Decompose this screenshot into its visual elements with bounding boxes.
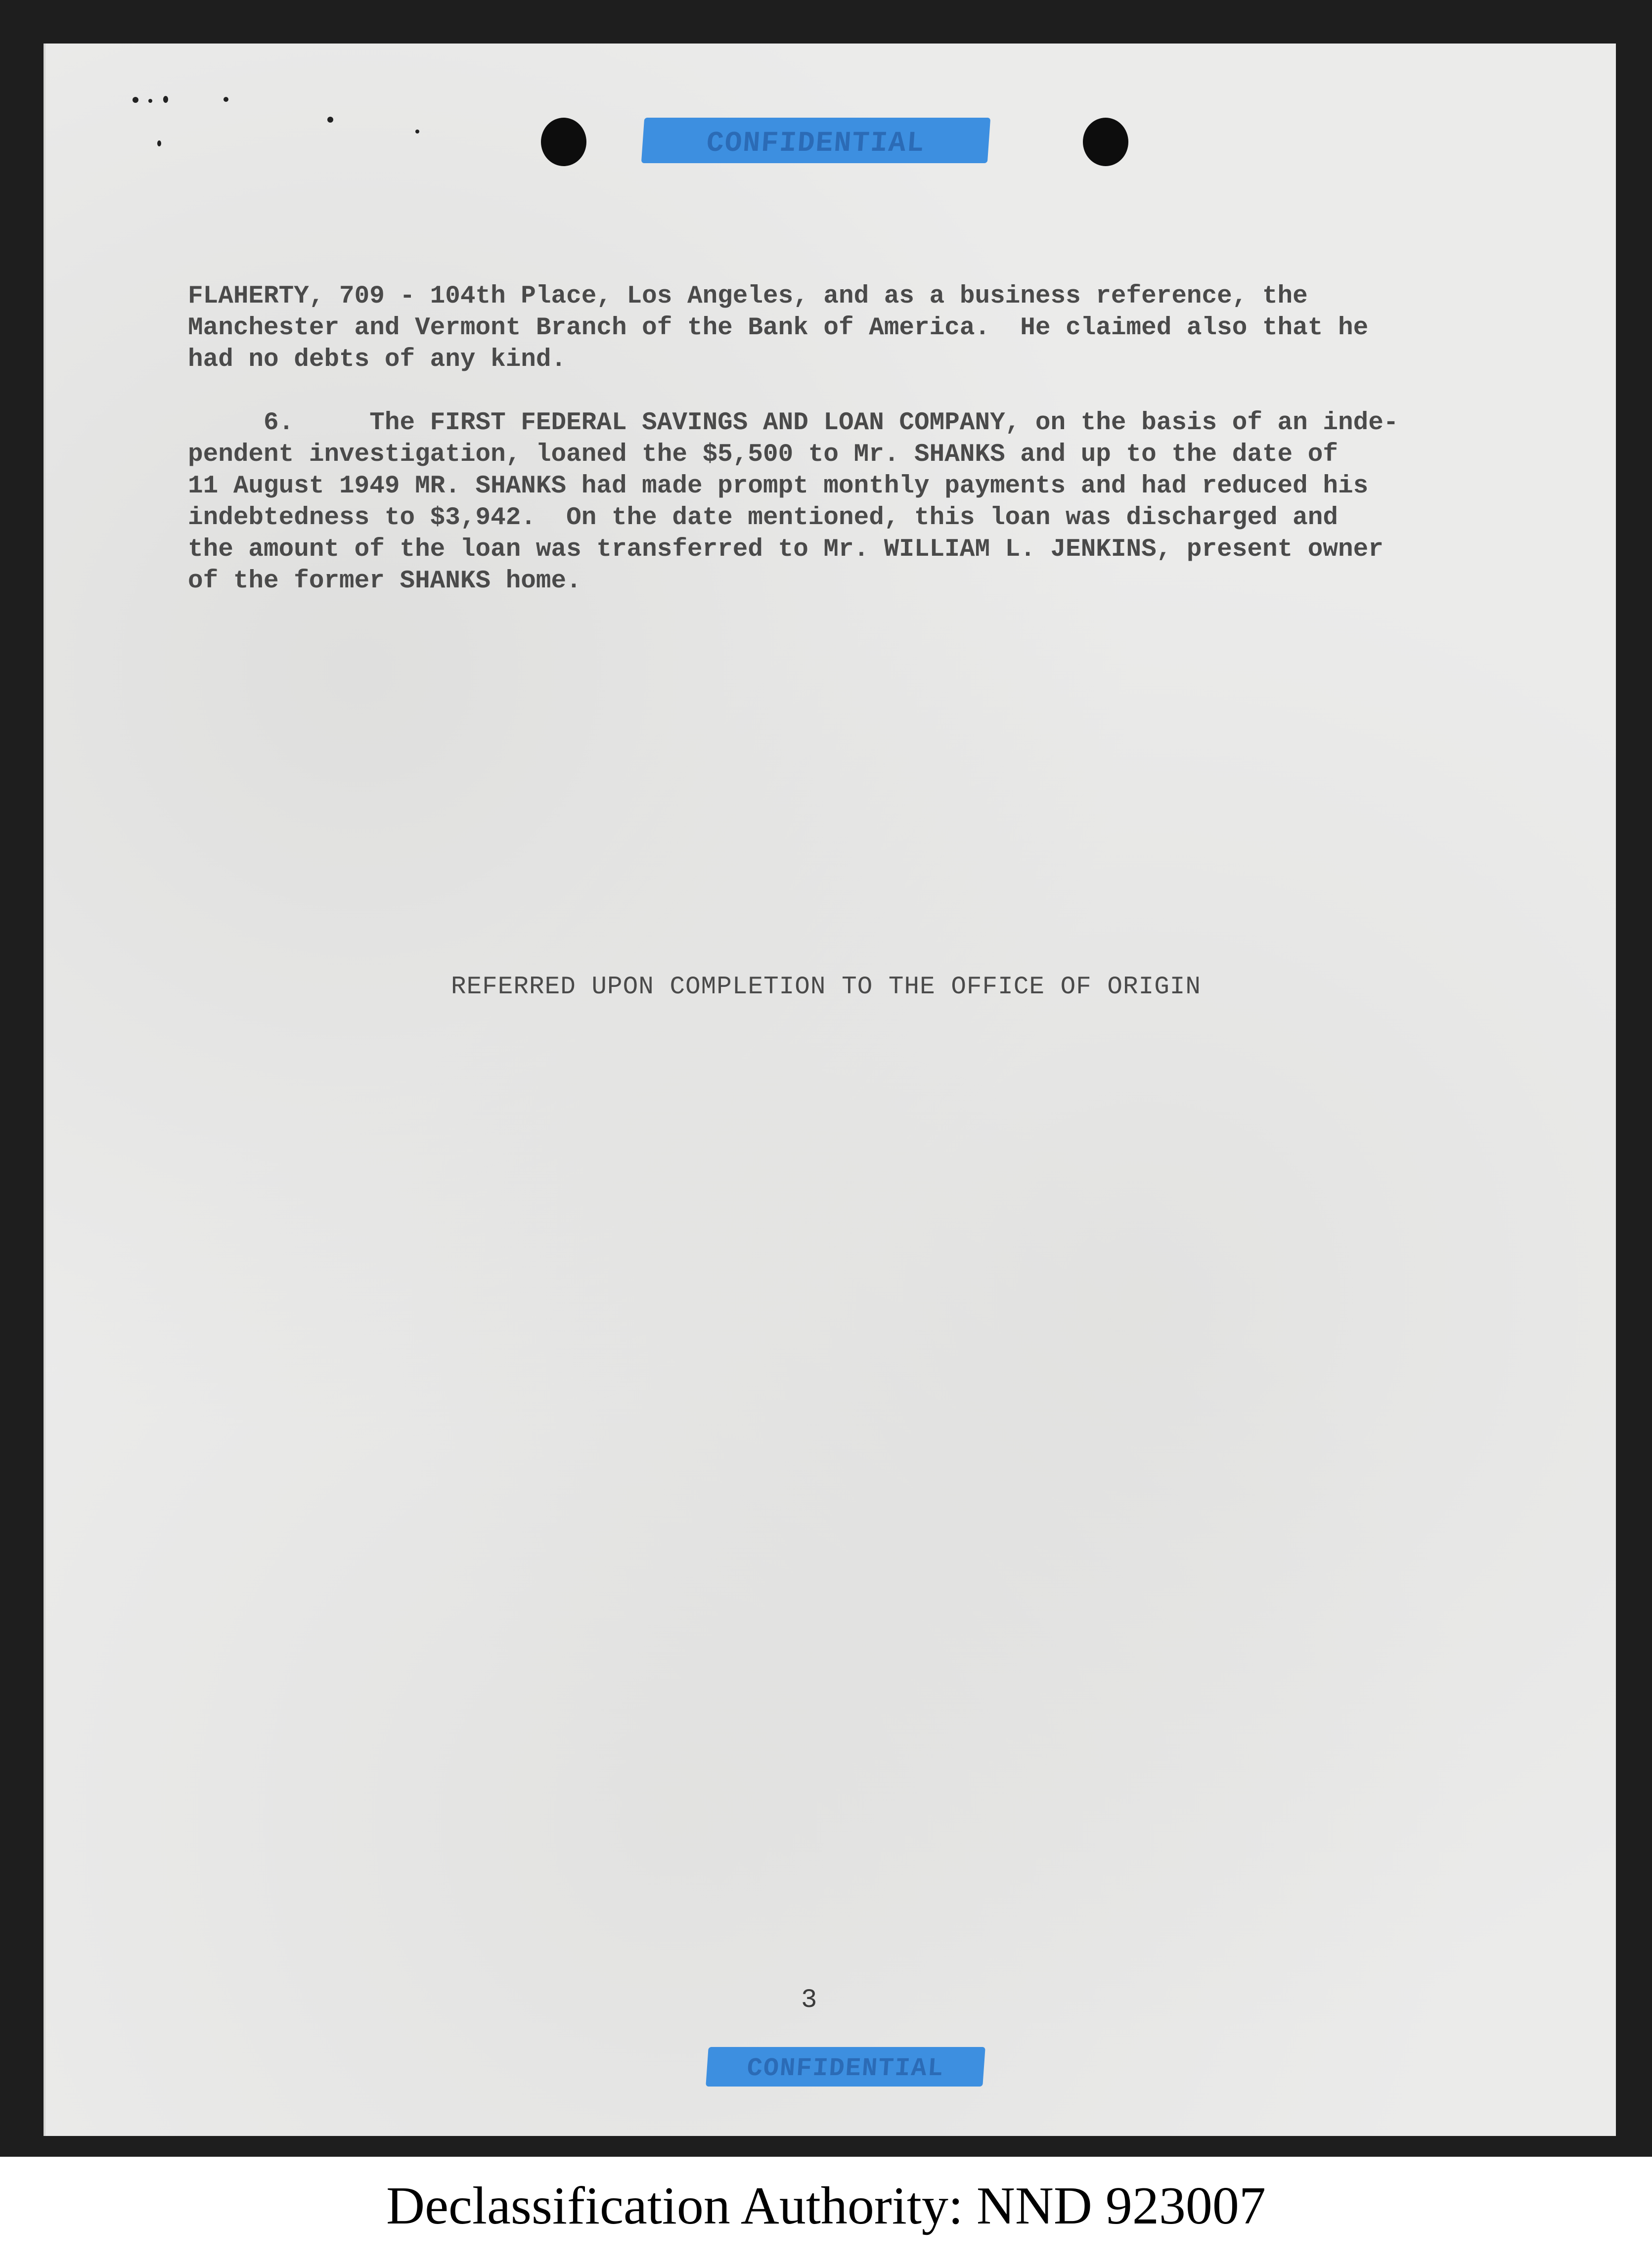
ink-speck bbox=[415, 130, 419, 133]
ink-speck bbox=[223, 97, 228, 102]
confidential-stamp-footer-text: CONFIDENTIAL bbox=[746, 2054, 945, 2083]
document-body bbox=[188, 281, 1493, 597]
body-line: FLAHERTY, 709 - 104th Place, Los Angeles, and as a business reference, the bbox=[188, 282, 1308, 311]
confidential-stamp-footer bbox=[706, 2047, 985, 2087]
punch-hole-right bbox=[1083, 118, 1128, 166]
ink-speck bbox=[148, 99, 152, 103]
ink-speck bbox=[327, 117, 333, 123]
ink-speck bbox=[133, 97, 138, 103]
body-line: Manchester and Vermont Branch of the Bank of America. He claimed also that he bbox=[188, 314, 1369, 342]
ink-speck bbox=[163, 96, 168, 103]
confidential-stamp-header-text: CONFIDENTIAL bbox=[705, 128, 926, 160]
ink-speck bbox=[157, 140, 161, 146]
punch-hole-left bbox=[541, 118, 586, 166]
body-line: pendent investigation, loaned the $5,500 to Mr. SHANKS and up to the date of bbox=[188, 441, 1338, 469]
confidential-stamp-header bbox=[641, 118, 990, 163]
body-line: had no debts of any kind. bbox=[188, 346, 567, 374]
declassification-authority: Declassification Authority: NND 923007 bbox=[386, 2177, 1266, 2235]
referral-note: REFERRED UPON COMPLETION TO THE OFFICE OF ORIGIN bbox=[450, 973, 1202, 1001]
paragraph-gap bbox=[188, 376, 1493, 407]
page-number: 3 bbox=[801, 1985, 817, 2015]
body-line: of the former SHANKS home. bbox=[188, 567, 581, 595]
body-line: 6. The FIRST FEDERAL SAVINGS AND LOAN COMPANY, on the basis of an inde- bbox=[188, 409, 1399, 437]
body-line: the amount of the loan was transferred to Mr. WILLIAM L. JENKINS, present owner bbox=[188, 535, 1384, 564]
body-line: 11 August 1949 MR. SHANKS had made prompt monthly payments and had reduced his bbox=[188, 472, 1369, 500]
body-line: indebtedness to $3,942. On the date mentioned, this loan was discharged and bbox=[188, 504, 1338, 532]
